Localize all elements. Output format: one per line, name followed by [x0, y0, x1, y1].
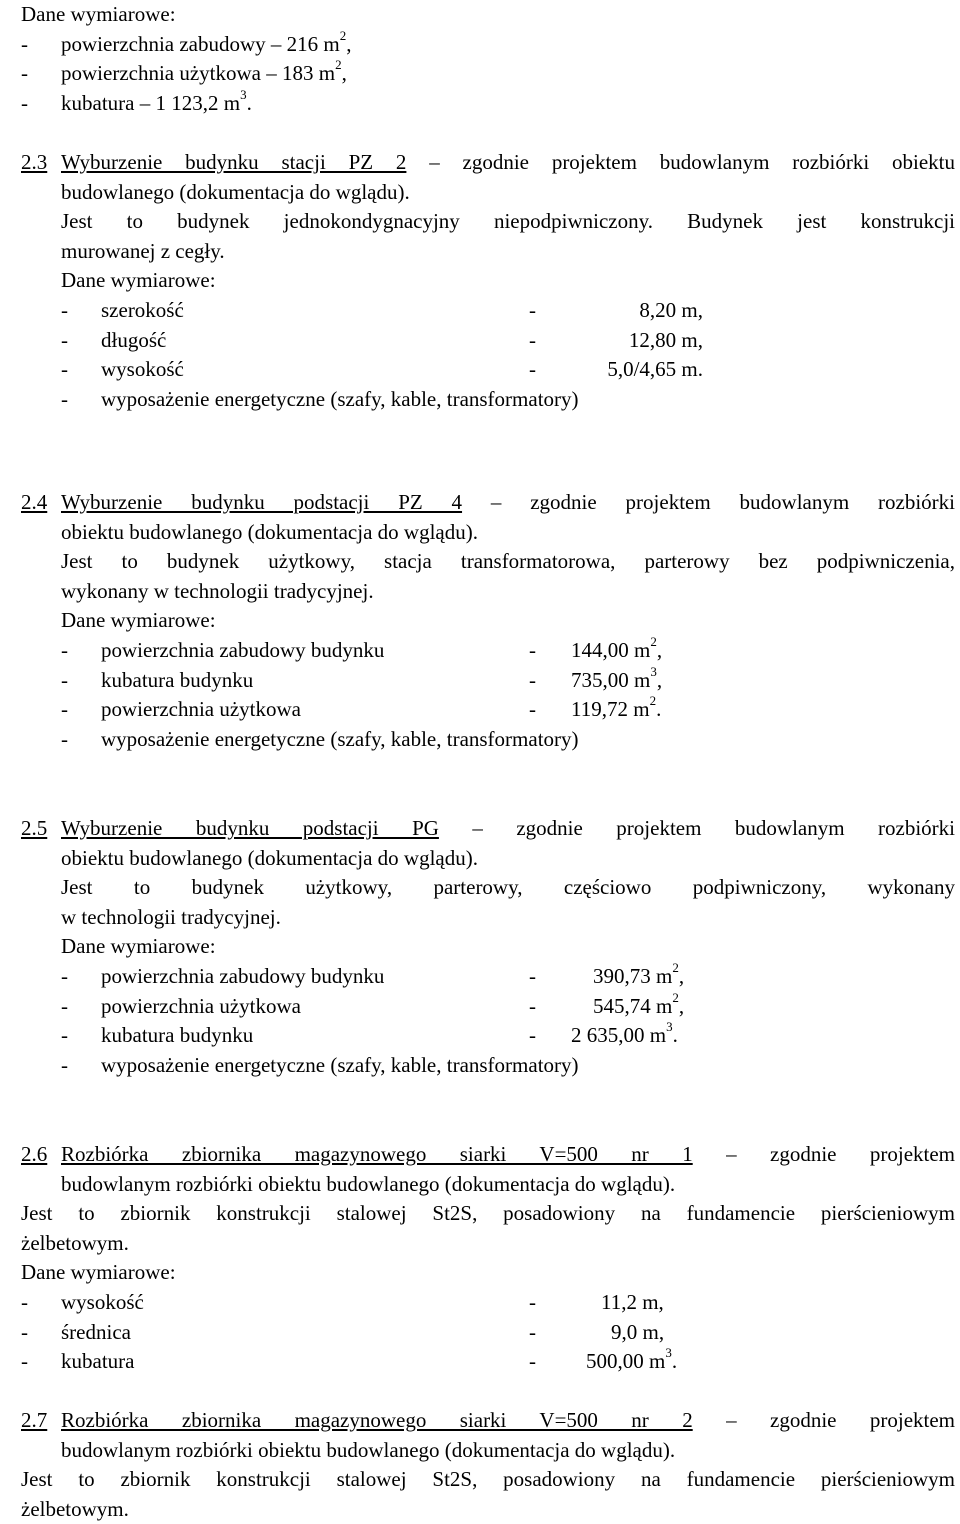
dimension-row: - kubatura budynku - 735,00 $m^3$, — [61, 663, 663, 692]
section-number: 2.3 — [21, 150, 48, 174]
section-description-continuation: żelbetowym. — [21, 1496, 129, 1521]
dimensions-header: Dane wymiarowe: — [61, 608, 216, 633]
dimension-row: - powierzchnia użytkowa - 545,74 $m^2$, — [61, 989, 685, 1018]
section-title-continuation: obiektu budowlanego (dokumentacja do wglądu). — [61, 519, 478, 544]
section-title-continuation: obiektu budowlanego (dokumentacja do wglądu). — [61, 845, 478, 870]
dimension-row: - długość - 12,80 m, — [61, 327, 703, 352]
section-title-continuation: budowlanym rozbiórki obiektu budowlanego (dokumentacja do wglądu). — [61, 1171, 676, 1196]
dimension-item: - kubatura – 1 123,2 $m^3$. — [21, 86, 252, 115]
equipment-item: - wyposażenie energetyczne (szafy, kable, transformatory) — [61, 386, 579, 411]
section-number: 2.6 — [21, 1142, 48, 1166]
dimension-row: - powierzchnia zabudowy budynku - 144,00 $m^2$, — [61, 633, 663, 662]
dimension-row: - średnica - 9,0 m, — [21, 1319, 665, 1344]
section-description: Jest to budynek jednokondygnacyjny niepodpiwniczony. Budynek jest konstrukcji — [61, 209, 955, 234]
section-number: 2.4 — [21, 490, 48, 514]
section-title: 2.6 Rozbiórka zbiornika magazynowego siarki V=500 nr 1 – zgodnie projektem — [21, 1140, 955, 1170]
dimension-row: - wysokość - 5,0/4,65 m. — [61, 357, 703, 382]
dimensions-header: Dane wymiarowe: — [61, 934, 216, 959]
section-title: 2.7 Rozbiórka zbiornika magazynowego siarki V=500 nr 2 – zgodnie projektem — [21, 1406, 955, 1436]
dimension-row: - powierzchnia zabudowy budynku - 390,73 $m^2$, — [61, 959, 685, 988]
equipment-item: - wyposażenie energetyczne (szafy, kable, transformatory) — [61, 1052, 579, 1077]
section-description-continuation: wykonany w technologii tradycyjnej. — [61, 578, 374, 603]
dimensions-header: Dane wymiarowe: — [61, 268, 216, 293]
dimension-row: - kubatura budynku - 2 635,00 $m^3$. — [61, 1019, 678, 1048]
intro-dimensions — [21, 0, 955, 118]
section-description: Jest to zbiornik konstrukcji stalowej St2S, posadowiony na fundamencie pierścieniowym — [21, 1467, 955, 1492]
dimension-row: - kubatura - 500,00 $m^3$. — [21, 1345, 678, 1374]
dimension-item: - powierzchnia zabudowy – 216 $m^2$, — [21, 27, 352, 56]
section-2-5 — [21, 814, 955, 1080]
section-2-4 — [21, 488, 955, 754]
dimensions-header: Dane wymiarowe: — [21, 2, 176, 26]
section-2-6 — [21, 1140, 955, 1377]
section-description: Jest to budynek użytkowy, stacja transformatorowa, parterowy bez podpiwniczenia, — [61, 549, 955, 574]
section-2-3 — [21, 148, 955, 414]
section-title: 2.3 Wyburzenie budynku stacji PZ 2 – zgodnie projektem budowlanym rozbiórki obiektu — [21, 148, 955, 178]
dimension-row: - wysokość - 11,2 m, — [21, 1289, 664, 1314]
dimension-item: - powierzchnia użytkowa – 183 $m^2$, — [21, 57, 347, 86]
section-description-continuation: w technologii tradycyjnej. — [61, 904, 281, 929]
section-description: Jest to budynek użytkowy, parterowy, częściowo podpiwniczony, wykonany — [61, 875, 955, 900]
section-2-7 — [21, 1406, 955, 1524]
section-description: Jest to zbiornik konstrukcji stalowej St2S, posadowiony na fundamencie pierścieniowym — [21, 1201, 955, 1226]
section-number: 2.5 — [21, 816, 48, 840]
section-description-continuation: żelbetowym. — [21, 1230, 129, 1255]
equipment-item: - wyposażenie energetyczne (szafy, kable, transformatory) — [61, 726, 579, 751]
dimension-row: - powierzchnia użytkowa - 119,72 $m^2$. — [61, 693, 662, 722]
dimension-row: - szerokość - 8,20 m, — [61, 297, 703, 322]
section-title-continuation: budowlanego (dokumentacja do wglądu). — [61, 179, 410, 204]
section-title-continuation: budowlanym rozbiórki obiektu budowlanego (dokumentacja do wglądu). — [61, 1437, 676, 1462]
section-number: 2.7 — [21, 1408, 48, 1432]
section-title: 2.4 Wyburzenie budynku podstacji PZ 4 – zgodnie projektem budowlanym rozbiórki — [21, 488, 955, 518]
section-title: 2.5 Wyburzenie budynku podstacji PG – zgodnie projektem budowlanym rozbiórki — [21, 814, 955, 844]
section-description-continuation: murowanej z cegły. — [61, 238, 225, 263]
dimensions-header: Dane wymiarowe: — [21, 1260, 176, 1285]
